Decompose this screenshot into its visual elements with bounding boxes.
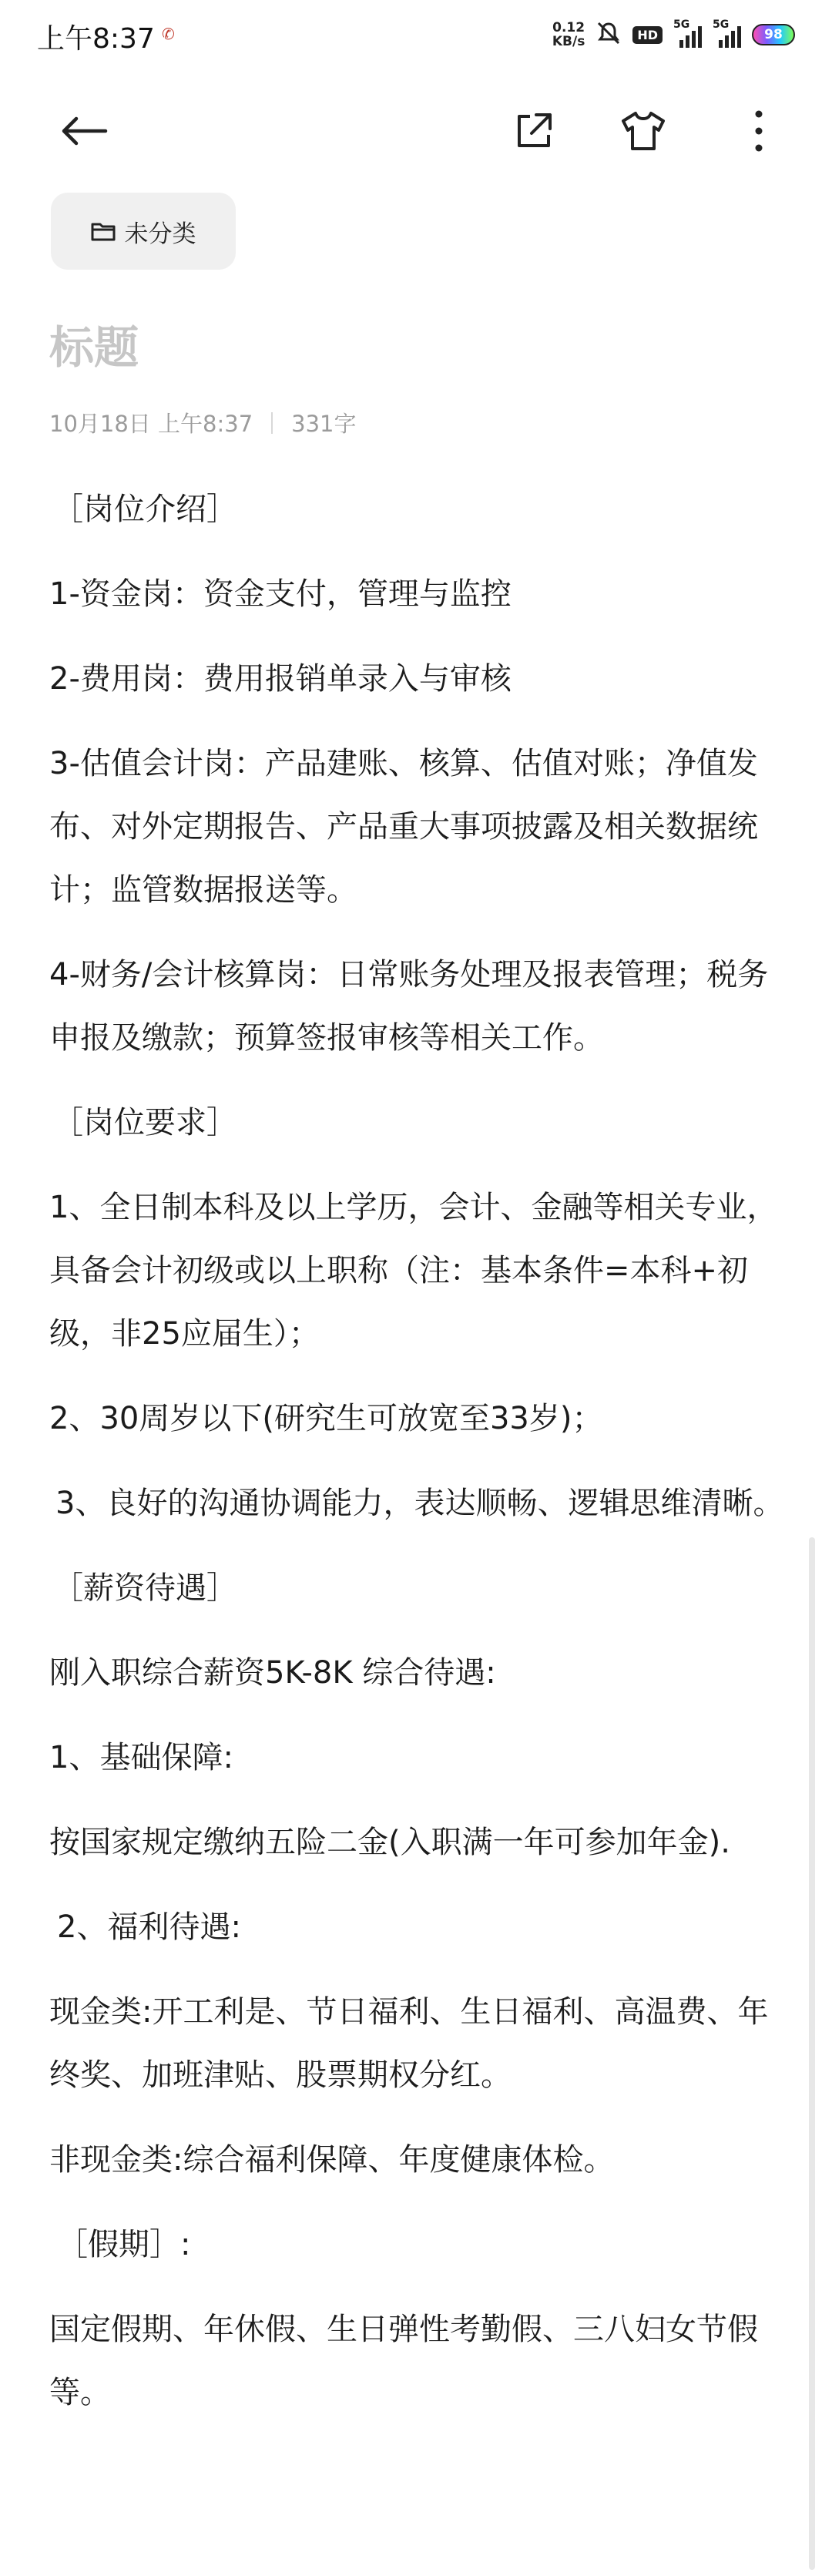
paragraph: 3、良好的沟通协调能力，表达顺畅、逻辑思维清晰。 — [55, 1486, 784, 1521]
folder-icon — [91, 221, 116, 241]
signal-icon — [713, 18, 741, 48]
paragraph-heading: ［假期］: — [57, 2227, 191, 2262]
note-date: 10月18日 上午8:37 — [49, 411, 253, 437]
meta-divider — [271, 412, 273, 434]
status-bar — [0, 0, 832, 74]
word-count: 331字 — [291, 411, 357, 437]
more-button[interactable] — [732, 104, 786, 158]
paragraph: 2、福利待遇: — [57, 1909, 241, 1945]
arrow-left-icon — [59, 116, 109, 146]
paragraph-heading: ［岗位介绍］ — [52, 492, 237, 527]
paragraph-heading: ［薪资待遇］ — [52, 1570, 237, 1606]
theme-button[interactable] — [616, 104, 670, 158]
note-title-input[interactable]: 标题 — [49, 321, 139, 374]
network-speed — [552, 21, 585, 49]
paragraph: 国定假期、年休假、生日弹性考勤假、三八妇女节假等。 — [49, 2312, 758, 2410]
status-icons — [552, 20, 795, 49]
more-vertical-icon — [751, 108, 767, 154]
network-speed-unit: KB/s — [552, 34, 585, 49]
battery-icon: 98 — [752, 24, 795, 45]
share-icon — [513, 110, 555, 152]
paragraph: 刚入职综合薪资5K-8K 综合待遇: — [49, 1655, 496, 1691]
note-toolbar — [0, 85, 832, 177]
paragraph: 2、30周岁以下(研究生可放宽至33岁)； — [49, 1401, 603, 1436]
signal1-label: 5G — [673, 18, 690, 31]
paragraph: 4-财务/会计核算岗：日常账务处理及报表管理；税务申报及缴款；预算签报审核等相关工作。 — [49, 957, 769, 1056]
status-time: 上午8:37 — [37, 23, 155, 55]
note-body[interactable] — [49, 478, 789, 2446]
folder-chip[interactable] — [51, 193, 236, 270]
paragraph: 2-费用岗：费用报销单录入与审核 — [49, 661, 512, 697]
folder-label: 未分类 — [124, 220, 196, 248]
network-speed-value: 0.12 — [552, 20, 585, 35]
scrollbar[interactable] — [809, 1537, 815, 2570]
share-button[interactable] — [507, 104, 561, 158]
signal-icon — [673, 18, 702, 48]
back-button[interactable] — [57, 104, 111, 158]
paragraph: 1-资金岗：资金支付，管理与监控 — [49, 576, 512, 612]
paragraph: 按国家规定缴纳五险二金(入职满一年可参加年金). — [49, 1825, 730, 1860]
paragraph: 非现金类:综合福利保障、年度健康体检。 — [49, 2142, 615, 2178]
mute-icon — [595, 20, 622, 49]
signal2-label: 5G — [713, 18, 730, 31]
paragraph-heading: ［岗位要求］ — [52, 1105, 237, 1140]
hd-badge: HD — [632, 26, 663, 44]
paragraph: 现金类:开工利是、节日福利、生日福利、高温费、年终奖、加班津贴、股票期权分红。 — [49, 1994, 769, 2093]
paragraph: 1、全日制本科及以上学历，会计、金融等相关专业，具备会计初级或以上职称（注：基本条件=本科+初级，非25应届生）； — [49, 1190, 778, 1352]
app-notification-icon: ✆ — [162, 25, 175, 43]
note-meta — [49, 407, 357, 438]
shirt-icon — [620, 110, 666, 152]
paragraph: 3-估值会计岗：产品建账、核算、估值对账；净值发布、对外定期报告、产品重大事项披露及相关数据统计；监管数据报送等。 — [49, 746, 758, 908]
paragraph: 1、基础保障: — [49, 1740, 233, 1775]
